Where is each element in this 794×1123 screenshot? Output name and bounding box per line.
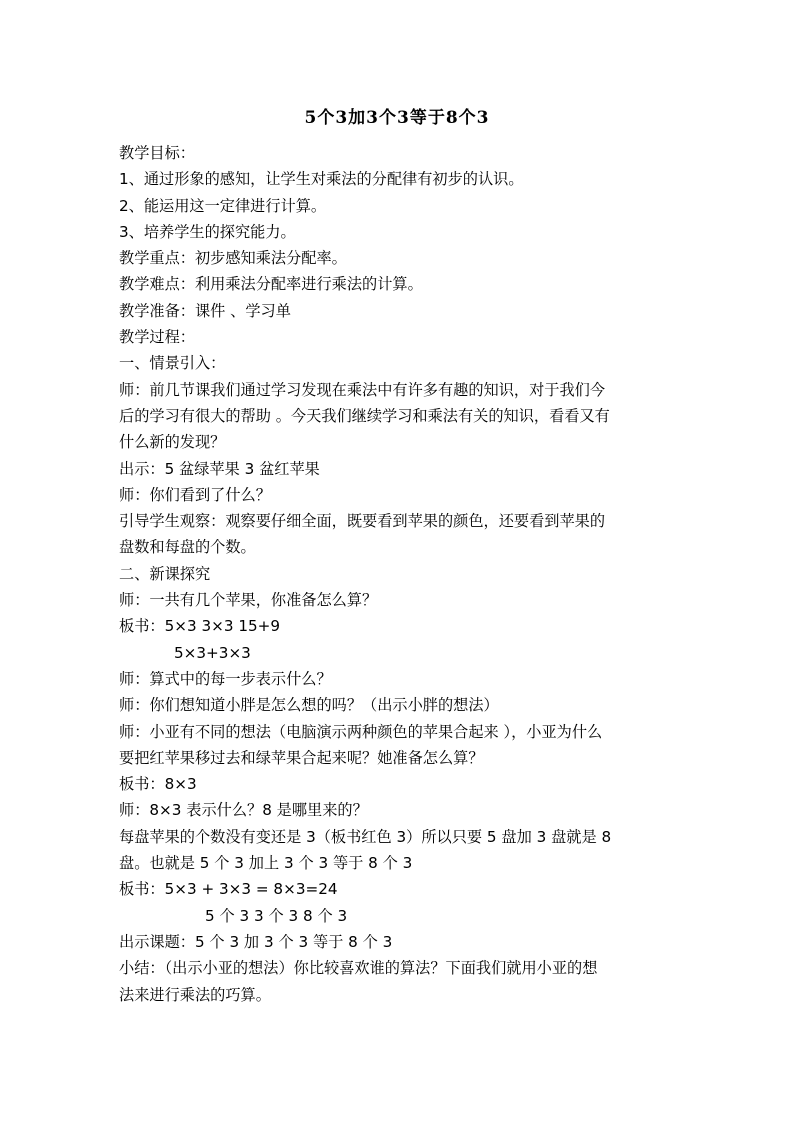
paragraph-line: 师：前几节课我们通过学习发现在乘法中有许多有趣的知识，对于我们今 (119, 380, 605, 399)
lesson-topic-line: 出示课题：5 个 3 加 3 个 3 等于 8 个 3 (119, 932, 393, 951)
paragraph-line: 每盘苹果的个数没有变还是 3（板书红色 3）所以只要 5 盘加 3 盘就是 8 (119, 827, 612, 846)
document-title: 5个3加3个3等于8个3 (304, 108, 490, 128)
preparation: 教学准备：课件 、学习单 (119, 301, 291, 320)
document-body (119, 140, 679, 1008)
paragraph-line: 师：你们看到了什么？ (119, 485, 271, 504)
summary-line: 法来进行乘法的巧算。 (119, 985, 271, 1004)
section-intro-heading: 一、情景引入： (119, 354, 226, 373)
heading-objectives: 教学目标： (119, 144, 195, 162)
paragraph-line: 师：你们想知道小胖是怎么想的吗？（出示小胖的想法） (119, 696, 499, 715)
board-writing-line: 板书：8×3 (119, 775, 197, 794)
paragraph-line: 要把红苹果移过去和绿苹果合起来呢？她准备怎么算？ (119, 748, 484, 767)
heading-process: 教学过程： (119, 328, 195, 347)
board-writing-line: 板书：5×3 + 3×3 = 8×3=24 (119, 880, 338, 899)
board-writing-line: 5 个 3 3 个 3 8 个 3 (205, 906, 348, 925)
paragraph-line: 师：算式中的每一步表示什么？ (119, 669, 332, 688)
summary-line: 小结：（出示小亚的想法）你比较喜欢谁的算法？下面我们就用小亚的想 (119, 959, 598, 978)
paragraph-line: 什么新的发现？ (119, 433, 226, 452)
board-writing-line: 5×3+3×3 (174, 643, 251, 662)
objective-item-1: 1、通过形象的感知，让学生对乘法的分配律有初步的认识。 (119, 170, 524, 189)
key-point: 教学重点：初步感知乘法分配率。 (119, 249, 347, 268)
board-writing-line: 板书：5×3 3×3 15+9 (119, 617, 281, 636)
difficult-point: 教学难点：利用乘法分配率进行乘法的计算。 (119, 275, 423, 294)
paragraph-line: 师：小亚有不同的想法（电脑演示两种颜色的苹果合起来 ），小亚为什么 (119, 722, 603, 741)
paragraph-line: 引导学生观察：观察要仔细全面，既要看到苹果的颜色，还要看到苹果的 (119, 512, 605, 531)
paragraph-line: 师：8×3 表示什么？8 是哪里来的？ (119, 801, 368, 820)
paragraph-line: 出示：5 盆绿苹果 3 盆红苹果 (119, 459, 320, 478)
paragraph-line: 盘。也就是 5 个 3 加上 3 个 3 等于 8 个 3 (119, 854, 413, 873)
paragraph-line: 后的学习有很大的帮助 。今天我们继续学习和乘法有关的知识，看看又有 (119, 406, 610, 425)
section-explore-heading: 二、新课探究 (119, 564, 211, 583)
paragraph-line: 师：一共有几个苹果，你准备怎么算？ (119, 591, 378, 610)
objective-item-2: 2、能运用这一定律进行计算。 (119, 196, 327, 215)
paragraph-line: 盘数和每盘的个数。 (119, 538, 256, 557)
objective-item-3: 3、培养学生的探究能力。 (119, 222, 296, 241)
